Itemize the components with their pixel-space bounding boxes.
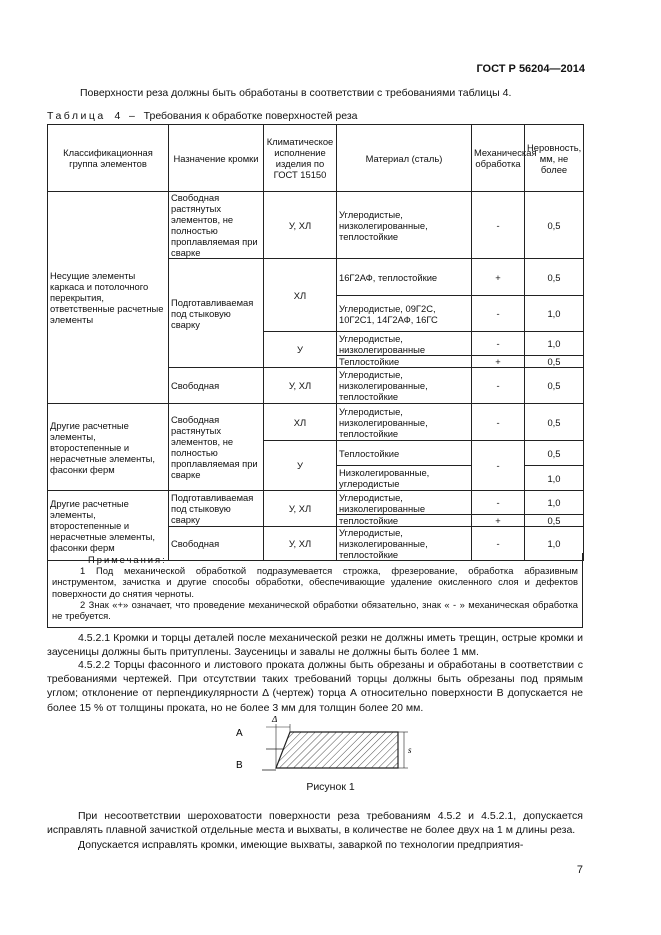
th-edge: Назначение кромки — [169, 125, 264, 192]
th-material: Материал (сталь) — [337, 125, 472, 192]
cell-edge: Свободная растянутых элементов, не полностью проплавляемая при сварке — [169, 404, 264, 491]
figure-1-drawing — [232, 716, 432, 776]
cell-climate: У — [264, 441, 337, 491]
table-row — [48, 491, 584, 515]
cell-mech: - — [472, 491, 525, 515]
cell-roughness: 1,0 — [525, 527, 584, 561]
cell-mech: + — [472, 259, 525, 296]
cell-climate: ХЛ — [264, 404, 337, 441]
paragraph-text: Допускается исправлять кромки, имеющие выхваты, заваркой по технологии предприятия- — [78, 839, 524, 851]
page-header-standard: ГОСТ Р 56204—2014 — [476, 63, 585, 75]
paragraph-text: При несоответствии шероховатости поверхности реза требованиям 4.5.2 и 4.5.2.1, допускается исправлять плавной зачисткой отдельные места и выхваты, в количестве не более двух на 1 м длины реза. — [47, 810, 583, 837]
note-2: 2 Знак «+» означает, что проведение механической обработки обязательно, знак « - » механическая обработка не требуется. — [52, 598, 578, 622]
intro-text: Поверхности реза должны быть обработаны в соответствии с требованиями таблицы 4. — [80, 87, 512, 99]
cell-roughness: 0,5 — [525, 441, 584, 466]
table-caption-title: Требования к обработке поверхностей реза — [143, 110, 358, 122]
cell-material: Углеродистые, 09Г2С, 10Г2С1, 14Г2АФ, 16ГС — [337, 296, 472, 332]
cell-mech: + — [472, 356, 525, 368]
table-row — [48, 192, 584, 259]
cell-roughness: 1,0 — [525, 491, 584, 515]
cell-roughness: 0,5 — [525, 192, 584, 259]
cell-material: Углеродистые, низколегированные, теплостойкие — [337, 404, 472, 441]
th-mech: Механическая обработка — [472, 125, 525, 192]
cell-edge: Подготавливаемая под стыковую сварку — [169, 491, 264, 527]
cell-material: Углеродистые, низколегированные, теплостойкие — [337, 368, 472, 404]
table-caption-number: 4 — [114, 110, 121, 122]
cell-mech: - — [472, 368, 525, 404]
paragraph-roughness — [47, 809, 583, 837]
th-roughness: Неровность, мм, не более — [525, 125, 584, 192]
cell-climate: У, ХЛ — [264, 527, 337, 561]
table-notes — [47, 553, 583, 628]
figure-caption: Рисунок 1 — [306, 781, 355, 793]
cell-group-1: Несущие элементы каркаса и потолочного перекрытия, ответственные расчетные элементы — [48, 192, 169, 404]
cell-roughness: 1,0 — [525, 332, 584, 356]
note-1: 1 Под механической обработкой подразумевается строжка, фрезерование, обработка абразивным инструментом, зачистка и другие способы обработки, обеспечивающие удаление окисленного слоя и дефектов поверхности до снятия черноты. — [52, 565, 578, 599]
cell-mech: - — [472, 192, 525, 259]
paragraph-welding — [47, 838, 583, 852]
cell-mech: - — [472, 441, 525, 491]
requirements-table — [47, 124, 584, 561]
th-group: Классификационная группа элементов — [48, 125, 169, 192]
figure-thickness: s — [408, 745, 412, 755]
paragraph-4-5-2-2 — [47, 658, 583, 715]
cell-mech: - — [472, 332, 525, 356]
table-caption — [47, 110, 358, 122]
table-row — [48, 404, 584, 441]
cell-material: Углеродистые, низколегированные — [337, 491, 472, 515]
cell-edge: Подготавливаемая под стыковую сварку — [169, 259, 264, 368]
cell-edge: Свободная — [169, 527, 264, 561]
page-number: 7 — [576, 864, 583, 876]
cell-material: Теплостойкие — [337, 441, 472, 466]
cell-climate: У — [264, 332, 337, 368]
cell-material: Низколегированные, углеродистые — [337, 466, 472, 491]
cell-roughness: 0,5 — [525, 404, 584, 441]
figure-label-b: В — [236, 760, 243, 771]
cell-climate: У, ХЛ — [264, 368, 337, 404]
cell-material: Углеродистые, низколегированные — [337, 332, 472, 356]
th-climate: Климатическое исполнение изделия по ГОСТ 15150 — [264, 125, 337, 192]
cell-material: Теплостойкие — [337, 356, 472, 368]
cell-roughness: 0,5 — [525, 515, 584, 527]
cell-roughness: 0,5 — [525, 259, 584, 296]
cell-material: теплостойкие — [337, 515, 472, 527]
figure-delta: Δ — [272, 716, 278, 724]
cell-edge: Свободная растянутых элементов, не полностью проплавляемая при сварке — [169, 192, 264, 259]
notes-title: Примечания: — [88, 554, 167, 565]
cell-mech: - — [472, 296, 525, 332]
cell-roughness: 1,0 — [525, 296, 584, 332]
table-header-row — [48, 125, 584, 192]
cell-material: 16Г2АФ, теплостойкие — [337, 259, 472, 296]
cell-mech: + — [472, 515, 525, 527]
cell-material: Углеродистые, низколегированные, теплостойкие — [337, 192, 472, 259]
cell-mech: - — [472, 527, 525, 561]
cell-group-2: Другие расчетные элементы, второстепенные и нерасчетные элементы, фасонки ферм — [48, 404, 169, 491]
cell-mech: - — [472, 404, 525, 441]
cell-material: Углеродистые, низколегированные, теплостойкие — [337, 527, 472, 561]
cell-group-3: Другие расчетные элементы, второстепенные и нерасчетные элементы, фасонки ферм — [48, 491, 169, 561]
cell-climate: У, ХЛ — [264, 491, 337, 527]
cell-edge: Свободная — [169, 368, 264, 404]
paragraph-text: 4.5.2.2 Торцы фасонного и листового проката должны быть обрезаны и обработаны в соответствии с требованиями чертежей. При отсутствии таких требований торцы должны быть обрезаны под прямым углом; отклонение от перпендикулярности Δ (чертеж) торца А относительно поверхности В допускается не более 15 % от толщины проката, но не более 3 мм для толщин более 20 мм. — [47, 659, 583, 714]
paragraph-text: 4.5.2.1 Кромки и торцы деталей после механической резки не должны иметь трещин, острые кромки и заусеницы должны быть притуплены. Заусеницы и завалы не должны быть более 1 мм. — [47, 632, 583, 659]
paragraph-4-5-2-1 — [47, 631, 583, 659]
cell-climate: У, ХЛ — [264, 192, 337, 259]
table-caption-label: Таблица — [47, 110, 106, 122]
cell-climate: ХЛ — [264, 259, 337, 332]
table-caption-dash: – — [129, 110, 135, 122]
cell-roughness: 0,5 — [525, 368, 584, 404]
figure-label-a: А — [236, 728, 243, 739]
cell-roughness: 0,5 — [525, 356, 584, 368]
cell-roughness: 1,0 — [525, 466, 584, 491]
